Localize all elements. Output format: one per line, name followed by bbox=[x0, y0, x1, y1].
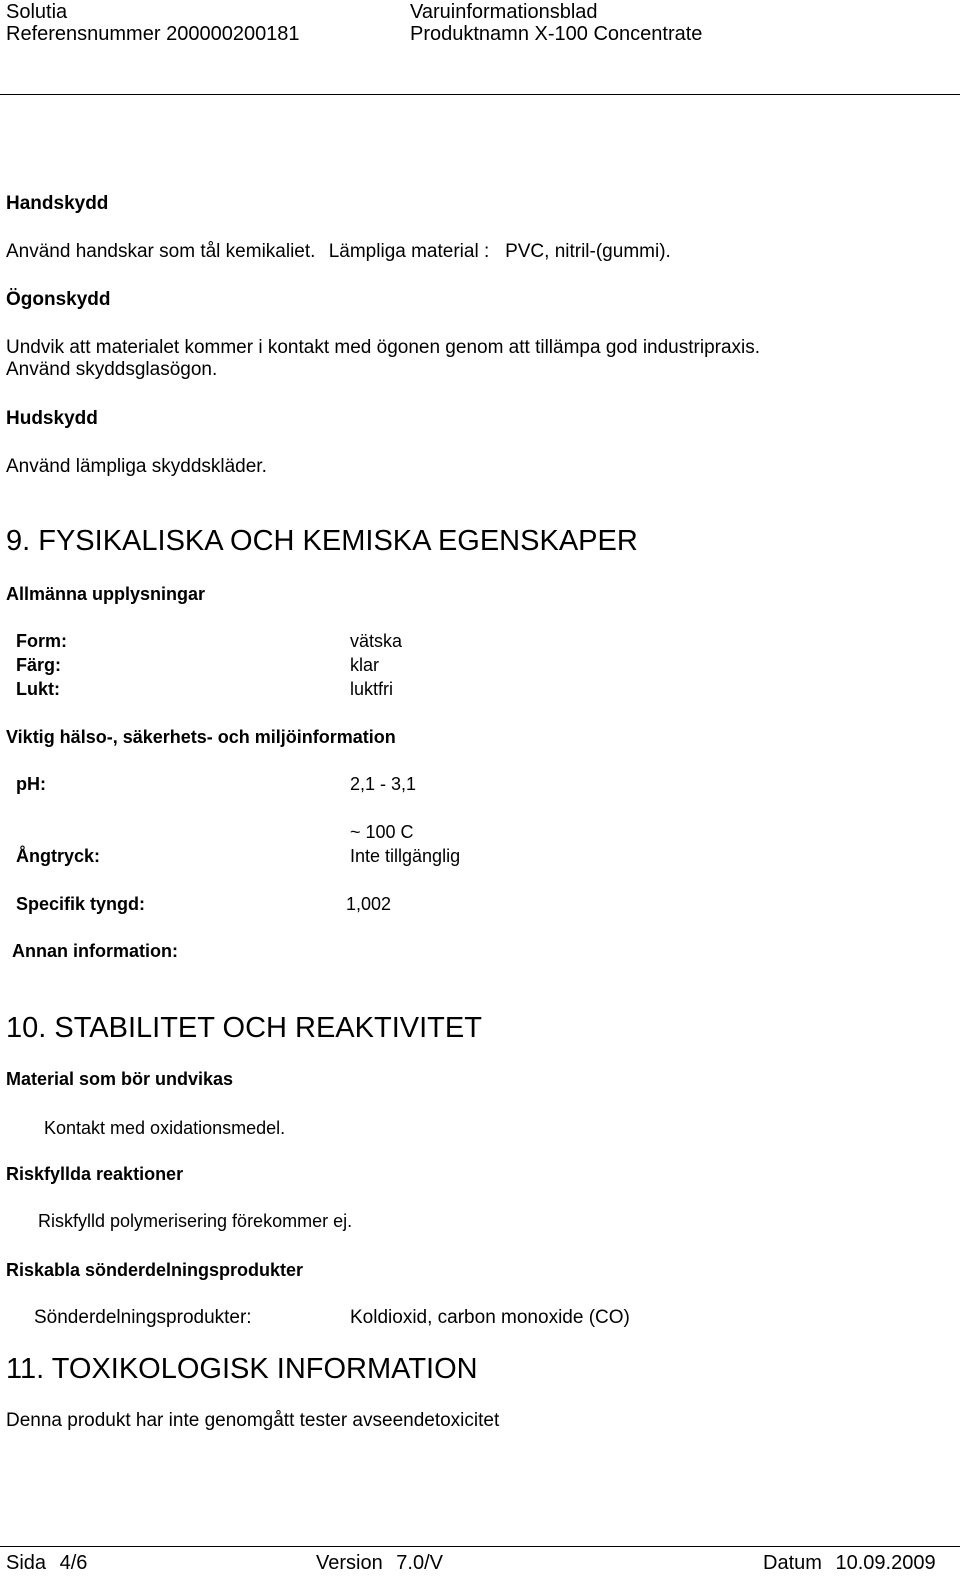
product-value: X-100 Concentrate bbox=[534, 23, 703, 45]
page-label: Sida bbox=[6, 1552, 47, 1574]
section-9-title: 9. FYSIKALISKA OCH KEMISKA EGENSKAPER bbox=[6, 525, 638, 557]
hand-protection-material: Lämpliga material : PVC, nitril-(gummi). bbox=[328, 241, 671, 262]
materials-avoid-text: Kontakt med oxidationsmedel. bbox=[44, 1118, 286, 1138]
date-value: 10.09.2009 bbox=[835, 1552, 936, 1574]
form-label: Form: bbox=[16, 631, 67, 651]
eye-protection-title: Ögonskydd bbox=[6, 289, 111, 310]
color-label: Färg: bbox=[16, 655, 61, 675]
hazardous-reactions-title: Riskfyllda reaktioner bbox=[6, 1164, 184, 1184]
version-label: Version bbox=[316, 1552, 383, 1574]
specific-gravity-value: 1,002 bbox=[346, 894, 392, 914]
skin-protection-text: Använd lämpliga skyddskläder. bbox=[6, 456, 267, 477]
odor-label: Lukt: bbox=[16, 679, 60, 699]
eye-protection-text-1: Undvik att materialet kommer i kontakt med ögonen genom att tillämpa god industripraxis. bbox=[6, 337, 761, 358]
hand-protection-title: Handskydd bbox=[6, 193, 109, 214]
version-value: 7.0/V bbox=[396, 1552, 443, 1574]
other-info-label: Annan information: bbox=[12, 941, 178, 961]
section-11-title: 11. TOXIKOLOGISK INFORMATION bbox=[6, 1353, 478, 1385]
ph-label: pH: bbox=[16, 774, 46, 794]
odor-value: luktfri bbox=[350, 679, 394, 699]
skin-protection-title: Hudskydd bbox=[6, 408, 98, 429]
reference-number bbox=[6, 24, 300, 44]
ph-value: 2,1 - 3,1 bbox=[350, 774, 417, 794]
page-value: 4/6 bbox=[59, 1552, 88, 1574]
footer-rule bbox=[0, 1546, 960, 1547]
form-value: vätska bbox=[350, 631, 403, 651]
general-info-title: Allmänna upplysningar bbox=[6, 584, 206, 604]
reference-value: 200000200181 bbox=[166, 23, 300, 45]
date-label: Datum bbox=[763, 1552, 822, 1574]
decomposition-label: Sönderdelningsprodukter: bbox=[34, 1307, 252, 1328]
hand-protection-text bbox=[6, 242, 671, 261]
decomposition-title: Riskabla sönderdelningsprodukter bbox=[6, 1260, 304, 1280]
product-name bbox=[410, 24, 702, 44]
date bbox=[763, 1553, 936, 1573]
hazardous-reactions-text: Riskfylld polymerisering förekommer ej. bbox=[38, 1211, 353, 1231]
specific-gravity-label: Specifik tyngd: bbox=[16, 894, 146, 914]
section-10-title: 10. STABILITET OCH REAKTIVITET bbox=[6, 1012, 482, 1044]
materials-avoid-title: Material som bör undvikas bbox=[6, 1069, 234, 1089]
version bbox=[316, 1553, 443, 1573]
boiling-value: ~ 100 C bbox=[350, 822, 414, 842]
page-number bbox=[6, 1553, 87, 1573]
hand-protection-instruction: Använd handskar som tål kemikaliet. bbox=[6, 241, 316, 262]
decomposition-value: Koldioxid, carbon monoxide (CO) bbox=[350, 1307, 630, 1328]
eye-protection-text-2: Använd skyddsglasögon. bbox=[6, 359, 218, 380]
health-safety-title: Viktig hälso-, säkerhets- och miljöinformation bbox=[6, 727, 396, 747]
company-name: Solutia bbox=[6, 1, 68, 23]
product-label: Produktnamn bbox=[410, 23, 529, 45]
color-value: klar bbox=[350, 655, 380, 675]
header-rule bbox=[0, 94, 960, 95]
vapor-pressure-label: Ångtryck: bbox=[16, 846, 101, 866]
reference-label: Referensnummer bbox=[6, 23, 161, 45]
toxicology-text: Denna produkt har inte genomgått tester avseendetoxicitet bbox=[6, 1410, 500, 1431]
document-type: Varuinformationsblad bbox=[410, 1, 598, 23]
vapor-pressure-value: Inte tillgänglig bbox=[350, 846, 461, 866]
